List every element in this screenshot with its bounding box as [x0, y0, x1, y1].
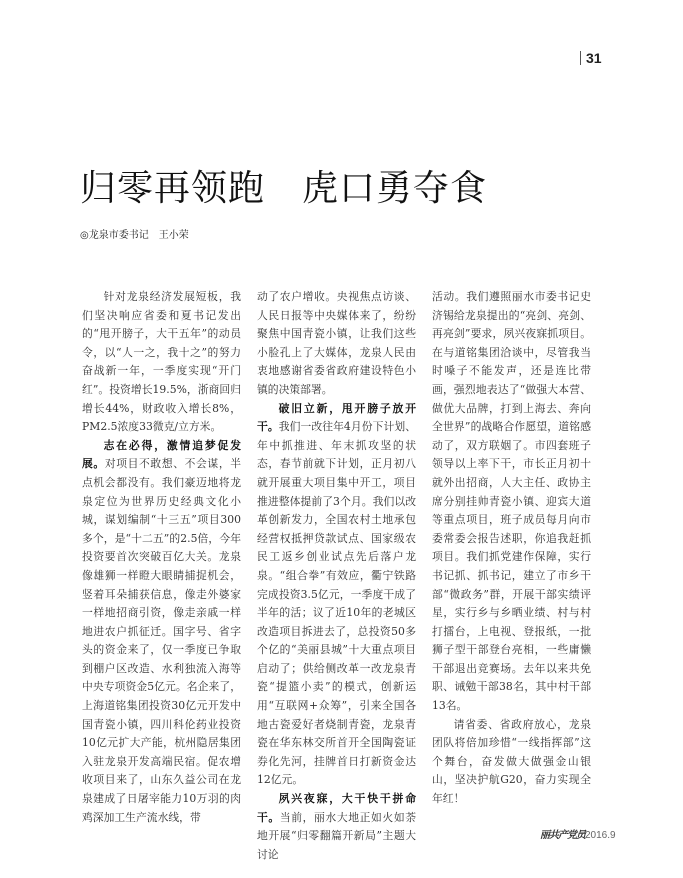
paragraph-text: 我们一改往年4月份下计划、年中抓推进、年末抓攻坚的状态，春节前就下计划，正月初八就开展重大项目集中开工，项目推进整体提前了3个月。我们以改革创新发力，全国农村土地承包经营权抵押贷款试点、国家级农民工返乡创业试点先后落户龙泉。“组合拳”有效应，衢宁铁路完成投资3.5亿元，一季度干成了半年的活；议了近10年的老城区改造项目拆进去了，总投资50多个亿的“美丽县城”十大重点项目启动了；供给侧改革一改龙泉青瓷“提篮小卖”的模式，创新运用“互联网+众筹”，引来全国各地古瓷爱好者烧制青瓷，龙泉青瓷在华东林交所首开全国陶瓷证券化先河，挂牌首日打新资金达12亿元。	[257, 420, 416, 787]
paragraph-lead: 夙兴夜寐，大干快干拼命干。	[257, 792, 416, 824]
paragraph	[257, 400, 416, 790]
paragraph-lead: 破旧立新，甩开膀子放开干。	[257, 401, 416, 434]
paragraph	[432, 288, 591, 716]
paragraph-text: 对项目不敢想、不会谋，半点机会都没有。我们豪迈地将龙泉定位为世界历史经典文化小城，谋划编制“十三五”项目300多个，是“十二五”的2.5倍，今年投资要首次突破百亿大关。龙泉像雄狮一样瞪大眼睛捕捉机会，竖着耳朵捕获信息，像走外婆家一样地招商引资，像走亲戚一样地进农户抓征迁。国字号、省字头的资金来了，仅一季度已争取到棚户区改造、水利独流入海等中央专项资金5亿元。名企来了，上海道铭集团投资30亿元开发中国青瓷小镇，四川科伦药业投资10亿元扩大产能，杭州隐居集团入驻龙泉开发高端民宿。促农增收项目来了，山东久益公司在龙泉建成了日屠宰能力10万羽的肉鸡深加工生产流水线，带	[82, 457, 242, 824]
paragraph	[432, 716, 591, 809]
paragraph	[257, 288, 416, 400]
column-3	[432, 288, 591, 809]
footer	[540, 826, 616, 841]
magazine-logo: 丽共产党员	[540, 830, 585, 841]
paragraph	[257, 790, 416, 864]
divider	[580, 51, 581, 65]
paragraph-text: 活动。我们遵照丽水市委书记史济锡给龙泉提出的“亮剑、亮剑、再亮剑”要求，夙兴夜寐抓项目。在与道铭集团洽谈中，尽管我当时嗓子不能发声，还是连比带画，强烈地表达了“做强大本营、做优大品牌，打到上海去、奔向全世界”的战略合作愿望，道铭感动了，双方联姻了。市四套班子领导以上率下干，市长正月初十就外出招商，人大主任、政协主席分别挂帅青瓷小镇、迎宾大道等重点项目，班子成员每月向市委常委会报告述职，你追我赶抓项目。我们抓党建作保障，实行书记抓、抓书记，建立了市乡干部“微政务”群，开展干部实绩评星，实行乡与乡晒业绩、村与村打擂台，上电视、登报纸，一批狮子型干部登台亮相，一些庸懒干部退出竞赛场。去年以来共免职、诫勉干部38名，其中村干部13名。	[432, 290, 591, 713]
paragraph-text: 当前，丽水大地正如火如荼地开展“归零翻篇开新局”主题大讨论	[257, 810, 417, 861]
column-2	[257, 288, 416, 864]
column-1	[82, 288, 241, 827]
byline: ◎龙泉市委书记 王小荣	[80, 230, 189, 241]
paragraph-lead: 志在必得，激情追梦促发展。	[82, 438, 241, 471]
article-title: 归零再领跑 虎口勇夺食	[80, 168, 488, 209]
page-number: 31	[580, 50, 602, 66]
issue-date: 2016.9	[585, 830, 616, 841]
paragraph	[82, 437, 241, 827]
paragraph-text: 请省委、省政府放心，龙泉团队将倍加珍惜“一线指挥部”这个舞台，奋发做大做强金山银山，坚决护航G20，奋力实现全年红！	[432, 717, 591, 806]
paragraph	[82, 288, 241, 437]
paragraph-text: 动了农户增收。央视焦点访谈、人民日报等中央媒体来了，纷纷聚焦中国青瓷小镇，让我们这些小脸孔上了大媒体，龙泉人民由衷地感谢省委省政府建设特色小镇的决策部署。	[257, 290, 416, 396]
paragraph-text: 针对龙泉经济发展短板，我们坚决响应省委和夏书记发出的“甩开膀子，大干五年”的动员令，以“人一之，我十之”的努力奋战新一年，一季度实现“开门红”。投资增长19.5%，浙商回归增长44%，财政收入增长8%，PM2.5浓度33微克/立方米。	[82, 290, 241, 434]
